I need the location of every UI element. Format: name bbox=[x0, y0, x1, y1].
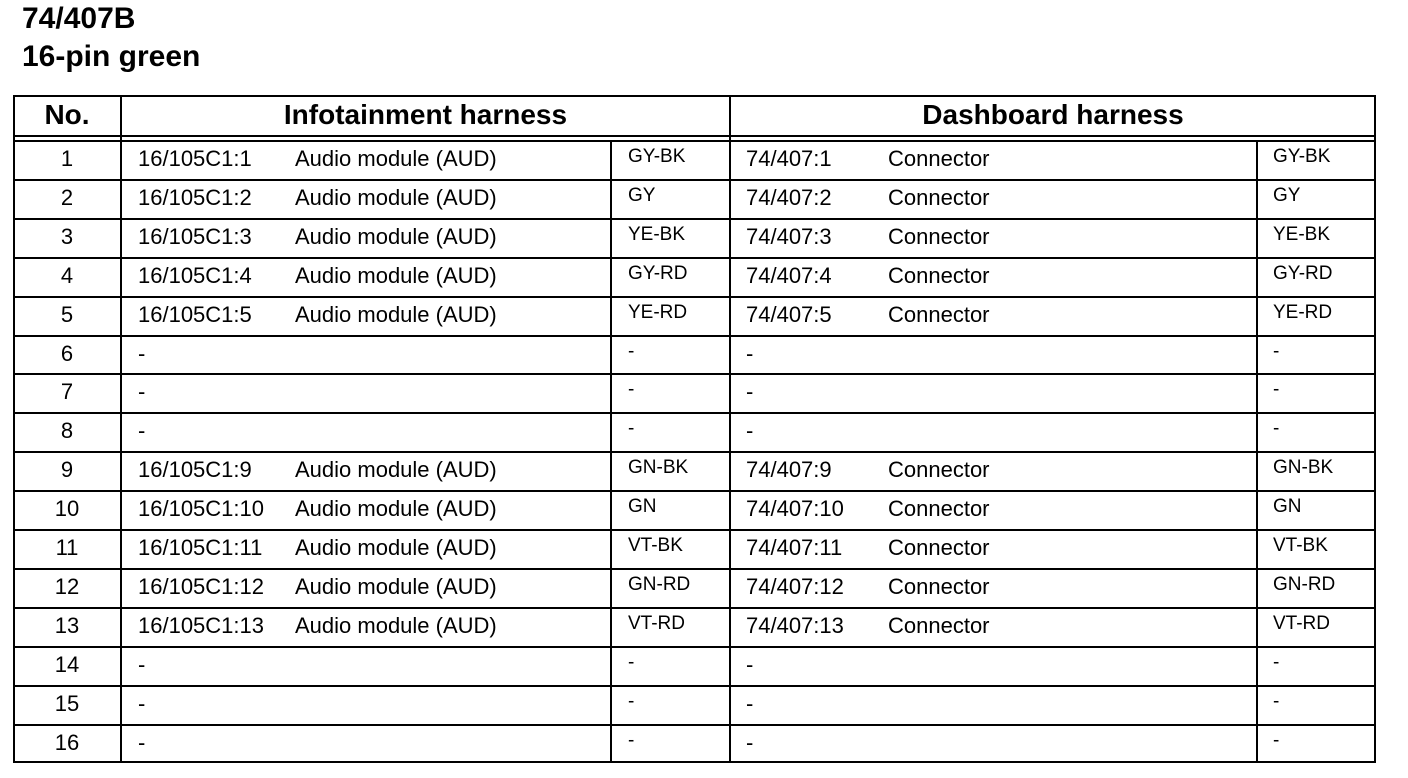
infotainment-pin-id: 16/105C1:11 bbox=[138, 535, 263, 560]
infotainment-component: Audio module (AUD) bbox=[295, 146, 497, 171]
infotainment-component: Audio module (AUD) bbox=[295, 262, 497, 288]
dashboard-wire-color: YE-RD bbox=[1273, 301, 1333, 323]
dashboard-pin-id: 74/407:11 bbox=[746, 535, 843, 560]
connector-code: 74/407B bbox=[22, 2, 136, 35]
pin-number: 4 bbox=[60, 262, 74, 288]
infotainment-pin-id: - bbox=[138, 418, 146, 444]
infotainment-pin-id: 16/105C1:1 bbox=[138, 146, 252, 171]
dashboard-component bbox=[888, 335, 1248, 373]
pin-number: 7 bbox=[60, 379, 74, 405]
dashboard-component: Connector bbox=[888, 146, 990, 171]
dashboard-pin-id: - bbox=[746, 651, 754, 677]
dashboard-wire-color: - bbox=[1273, 690, 1280, 712]
header-dashboard-harness: Dashboard harness bbox=[922, 99, 1184, 130]
infotainment-component: Audio module (AUD) bbox=[295, 184, 497, 210]
header-no: No. bbox=[44, 99, 90, 130]
infotainment-pin-id: 16/105C1:13 bbox=[138, 612, 264, 638]
dashboard-pin-id: - bbox=[746, 418, 754, 444]
infotainment-wire-color: - bbox=[628, 379, 635, 401]
dashboard-pin-id: 74/407:10 bbox=[746, 496, 844, 522]
infotainment-wire-color: GY bbox=[628, 184, 656, 206]
infotainment-component bbox=[295, 373, 615, 411]
infotainment-component bbox=[295, 646, 615, 684]
pin-number: 12 bbox=[54, 573, 80, 599]
pin-number: 5 bbox=[60, 301, 74, 327]
pin-number: 2 bbox=[60, 184, 74, 210]
dashboard-wire-color: GY bbox=[1273, 184, 1301, 206]
pin-number: 11 bbox=[55, 535, 79, 560]
dashboard-component bbox=[888, 685, 1248, 723]
dashboard-pin-id: 74/407:1 bbox=[746, 146, 832, 171]
infotainment-component bbox=[295, 335, 615, 373]
infotainment-component: Audio module (AUD) bbox=[295, 457, 497, 483]
dashboard-wire-color: GN-RD bbox=[1273, 573, 1336, 595]
dashboard-pin-id: 74/407:13 bbox=[746, 612, 844, 638]
infotainment-pin-id: - bbox=[138, 651, 146, 677]
infotainment-pin-id: - bbox=[138, 379, 146, 405]
infotainment-component bbox=[295, 724, 615, 762]
dashboard-component: Connector bbox=[888, 262, 990, 288]
dashboard-component: Connector bbox=[888, 612, 990, 638]
infotainment-component: Audio module (AUD) bbox=[295, 612, 497, 638]
dashboard-pin-id: 74/407:4 bbox=[746, 262, 832, 288]
infotainment-component bbox=[295, 412, 615, 450]
infotainment-wire-color: VT-BK bbox=[628, 535, 683, 556]
dashboard-wire-color: GY-RD bbox=[1273, 262, 1333, 284]
infotainment-wire-color: YE-BK bbox=[628, 223, 686, 245]
infotainment-wire-color: - bbox=[628, 729, 635, 751]
infotainment-pin-id: 16/105C1:4 bbox=[138, 262, 252, 288]
pin-number: 6 bbox=[60, 340, 74, 366]
pin-number: 15 bbox=[54, 690, 80, 716]
infotainment-wire-color: YE-RD bbox=[628, 301, 688, 323]
dashboard-component bbox=[888, 724, 1248, 762]
dashboard-wire-color: - bbox=[1273, 418, 1280, 440]
pin-number: 14 bbox=[54, 651, 80, 677]
dashboard-pin-id: 74/407:3 bbox=[746, 223, 832, 249]
pin-number: 8 bbox=[60, 418, 74, 444]
dashboard-wire-color: - bbox=[1273, 379, 1280, 401]
infotainment-pin-id: - bbox=[138, 340, 146, 366]
infotainment-pin-id: 16/105C1:2 bbox=[138, 184, 252, 210]
dashboard-wire-color: YE-BK bbox=[1273, 223, 1331, 245]
connector-description: 16-pin green bbox=[22, 40, 201, 73]
infotainment-pin-id: - bbox=[138, 729, 146, 755]
infotainment-pin-id: 16/105C1:3 bbox=[138, 223, 252, 249]
dashboard-pin-id: - bbox=[746, 729, 754, 755]
dashboard-component bbox=[888, 412, 1248, 450]
dashboard-pin-id: 74/407:5 bbox=[746, 301, 832, 327]
dashboard-pin-id: 74/407:12 bbox=[746, 573, 844, 599]
dashboard-wire-color: VT-RD bbox=[1273, 612, 1330, 634]
dashboard-pin-id: - bbox=[746, 690, 754, 716]
infotainment-component: Audio module (AUD) bbox=[295, 223, 497, 249]
dashboard-wire-color: - bbox=[1273, 340, 1280, 362]
infotainment-wire-color: GY-RD bbox=[628, 262, 688, 284]
dashboard-component bbox=[888, 646, 1248, 684]
infotainment-component: Audio module (AUD) bbox=[295, 301, 497, 327]
dashboard-pin-id: - bbox=[746, 340, 754, 366]
infotainment-wire-color: GN bbox=[628, 496, 657, 518]
dashboard-component: Connector bbox=[888, 184, 990, 210]
infotainment-wire-color: - bbox=[628, 651, 635, 673]
infotainment-pin-id: 16/105C1:5 bbox=[138, 301, 252, 327]
infotainment-wire-color: - bbox=[628, 418, 635, 440]
dashboard-wire-color: VT-BK bbox=[1273, 535, 1328, 556]
infotainment-component bbox=[295, 685, 615, 723]
dashboard-wire-color: GN bbox=[1273, 496, 1302, 518]
pin-number: 10 bbox=[54, 496, 80, 522]
dashboard-component: Connector bbox=[888, 496, 990, 522]
infotainment-pin-id: 16/105C1:9 bbox=[138, 457, 252, 483]
pin-number: 16 bbox=[54, 729, 80, 755]
infotainment-component: Audio module (AUD) bbox=[295, 573, 497, 599]
infotainment-pin-id: - bbox=[138, 690, 146, 716]
dashboard-wire-color: GN-BK bbox=[1273, 457, 1334, 479]
dashboard-wire-color: - bbox=[1273, 729, 1280, 751]
infotainment-wire-color: VT-RD bbox=[628, 612, 685, 634]
dashboard-component bbox=[888, 373, 1248, 411]
infotainment-wire-color: GY-BK bbox=[628, 146, 686, 167]
pin-number: 1 bbox=[60, 146, 74, 171]
dashboard-component: Connector bbox=[888, 573, 990, 599]
dashboard-wire-color: - bbox=[1273, 651, 1280, 673]
pin-number: 3 bbox=[60, 223, 74, 249]
dashboard-component: Connector bbox=[888, 301, 990, 327]
infotainment-wire-color: GN-RD bbox=[628, 573, 691, 595]
pin-number: 13 bbox=[54, 612, 80, 638]
dashboard-pin-id: 74/407:9 bbox=[746, 457, 832, 483]
infotainment-wire-color: GN-BK bbox=[628, 457, 689, 479]
dashboard-pin-id: 74/407:2 bbox=[746, 184, 832, 210]
dashboard-component: Connector bbox=[888, 223, 990, 249]
infotainment-wire-color: - bbox=[628, 690, 635, 712]
infotainment-component: Audio module (AUD) bbox=[295, 535, 497, 560]
dashboard-pin-id: - bbox=[746, 379, 754, 405]
dashboard-component: Connector bbox=[888, 535, 990, 560]
dashboard-wire-color: GY-BK bbox=[1273, 146, 1331, 167]
pin-number: 9 bbox=[60, 457, 74, 483]
header-infotainment-harness: Infotainment harness bbox=[283, 99, 568, 130]
dashboard-component: Connector bbox=[888, 457, 990, 483]
infotainment-pin-id: 16/105C1:10 bbox=[138, 496, 264, 522]
infotainment-wire-color: - bbox=[628, 340, 635, 362]
infotainment-pin-id: 16/105C1:12 bbox=[138, 573, 264, 599]
pinout-table bbox=[13, 95, 1376, 763]
infotainment-component: Audio module (AUD) bbox=[295, 496, 497, 522]
